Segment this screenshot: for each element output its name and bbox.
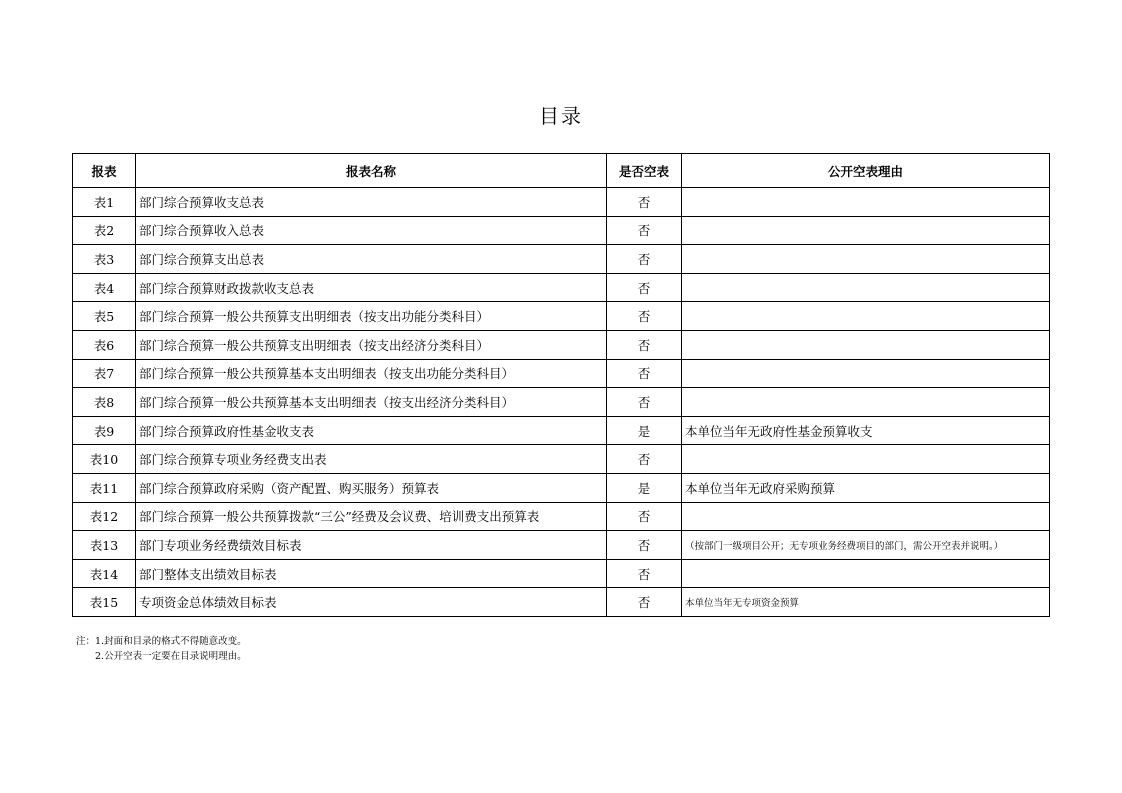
header-empty-reason: 公开空表理由: [682, 154, 1050, 188]
header-table-number: 报表: [73, 154, 136, 188]
cell-empty-reason: [682, 502, 1050, 531]
cell-empty-reason: [682, 359, 1050, 388]
cell-table-number: 表3: [73, 245, 136, 274]
table-row: [73, 273, 1050, 302]
cell-empty-reason: [682, 216, 1050, 245]
cell-is-empty: 否: [607, 559, 682, 588]
cell-table-number: 表6: [73, 330, 136, 359]
cell-table-number: 表7: [73, 359, 136, 388]
cell-empty-reason: 本单位当年无专项资金预算: [682, 588, 1050, 617]
footnote-1: 注：1.封面和目录的格式不得随意改变。: [76, 636, 247, 647]
table-row: [73, 416, 1050, 445]
table-row: [73, 188, 1050, 217]
table-row: [73, 559, 1050, 588]
cell-is-empty: 否: [607, 445, 682, 474]
cell-table-number: 表10: [73, 445, 136, 474]
cell-is-empty: 否: [607, 588, 682, 617]
cell-is-empty: 否: [607, 216, 682, 245]
cell-is-empty: 否: [607, 273, 682, 302]
cell-empty-reason: [682, 559, 1050, 588]
cell-empty-reason: [682, 388, 1050, 417]
table-row: [73, 330, 1050, 359]
cell-is-empty: 否: [607, 359, 682, 388]
cell-table-name: 部门专项业务经费绩效目标表: [136, 531, 607, 560]
cell-is-empty: 否: [607, 330, 682, 359]
catalog-table: [72, 153, 1050, 617]
table-body: [73, 188, 1050, 617]
table-row: [73, 473, 1050, 502]
cell-table-name: 部门综合预算一般公共预算基本支出明细表（按支出经济分类科目）: [136, 388, 607, 417]
cell-table-name: 部门综合预算收支总表: [136, 188, 607, 217]
footnotes: [76, 634, 247, 664]
cell-table-name: 部门综合预算政府性基金收支表: [136, 416, 607, 445]
table-header-row: [73, 154, 1050, 188]
cell-empty-reason: [682, 245, 1050, 274]
cell-table-number: 表13: [73, 531, 136, 560]
table-row: [73, 216, 1050, 245]
header-is-empty: 是否空表: [607, 154, 682, 188]
cell-table-number: 表15: [73, 588, 136, 617]
cell-is-empty: 否: [607, 531, 682, 560]
cell-is-empty: 是: [607, 473, 682, 502]
cell-is-empty: 否: [607, 502, 682, 531]
cell-table-number: 表9: [73, 416, 136, 445]
cell-table-number: 表4: [73, 273, 136, 302]
footnote-2: 2.公开空表一定要在目录说明理由。: [95, 651, 247, 662]
cell-table-name: 部门综合预算一般公共预算拨款“三公”经费及会议费、培训费支出预算表: [136, 502, 607, 531]
cell-table-name: 部门综合预算专项业务经费支出表: [136, 445, 607, 474]
table-row: [73, 588, 1050, 617]
cell-table-number: 表12: [73, 502, 136, 531]
cell-table-number: 表2: [73, 216, 136, 245]
cell-is-empty: 否: [607, 245, 682, 274]
cell-table-name: 部门综合预算一般公共预算支出明细表（按支出功能分类科目）: [136, 302, 607, 331]
cell-table-name: 部门综合预算收入总表: [136, 216, 607, 245]
cell-table-name: 部门综合预算政府采购（资产配置、购买服务）预算表: [136, 473, 607, 502]
cell-is-empty: 否: [607, 388, 682, 417]
table-row: [73, 359, 1050, 388]
cell-table-name: 部门综合预算支出总表: [136, 245, 607, 274]
cell-is-empty: 否: [607, 302, 682, 331]
cell-empty-reason: 本单位当年无政府性基金预算收支: [682, 416, 1050, 445]
cell-table-name: 部门综合预算财政拨款收支总表: [136, 273, 607, 302]
table-row: [73, 388, 1050, 417]
cell-table-name: 部门综合预算一般公共预算支出明细表（按支出经济分类科目）: [136, 330, 607, 359]
cell-is-empty: 否: [607, 188, 682, 217]
cell-table-number: 表1: [73, 188, 136, 217]
cell-empty-reason: [682, 445, 1050, 474]
cell-table-number: 表14: [73, 559, 136, 588]
cell-empty-reason: [682, 330, 1050, 359]
page-title: 目录: [539, 104, 583, 128]
table-row: [73, 502, 1050, 531]
cell-table-number: 表8: [73, 388, 136, 417]
cell-empty-reason: （按部门一级项目公开；无专项业务经费项目的部门，需公开空表并说明。）: [682, 531, 1050, 560]
cell-empty-reason: [682, 273, 1050, 302]
header-table-name: 报表名称: [136, 154, 607, 188]
table-row: [73, 531, 1050, 560]
cell-is-empty: 是: [607, 416, 682, 445]
table-row: [73, 445, 1050, 474]
cell-empty-reason: 本单位当年无政府采购预算: [682, 473, 1050, 502]
cell-empty-reason: [682, 188, 1050, 217]
cell-table-number: 表11: [73, 473, 136, 502]
cell-table-name: 部门综合预算一般公共预算基本支出明细表（按支出功能分类科目）: [136, 359, 607, 388]
cell-table-name: 专项资金总体绩效目标表: [136, 588, 607, 617]
cell-table-number: 表5: [73, 302, 136, 331]
table-row: [73, 245, 1050, 274]
cell-table-name: 部门整体支出绩效目标表: [136, 559, 607, 588]
cell-empty-reason: [682, 302, 1050, 331]
table-row: [73, 302, 1050, 331]
